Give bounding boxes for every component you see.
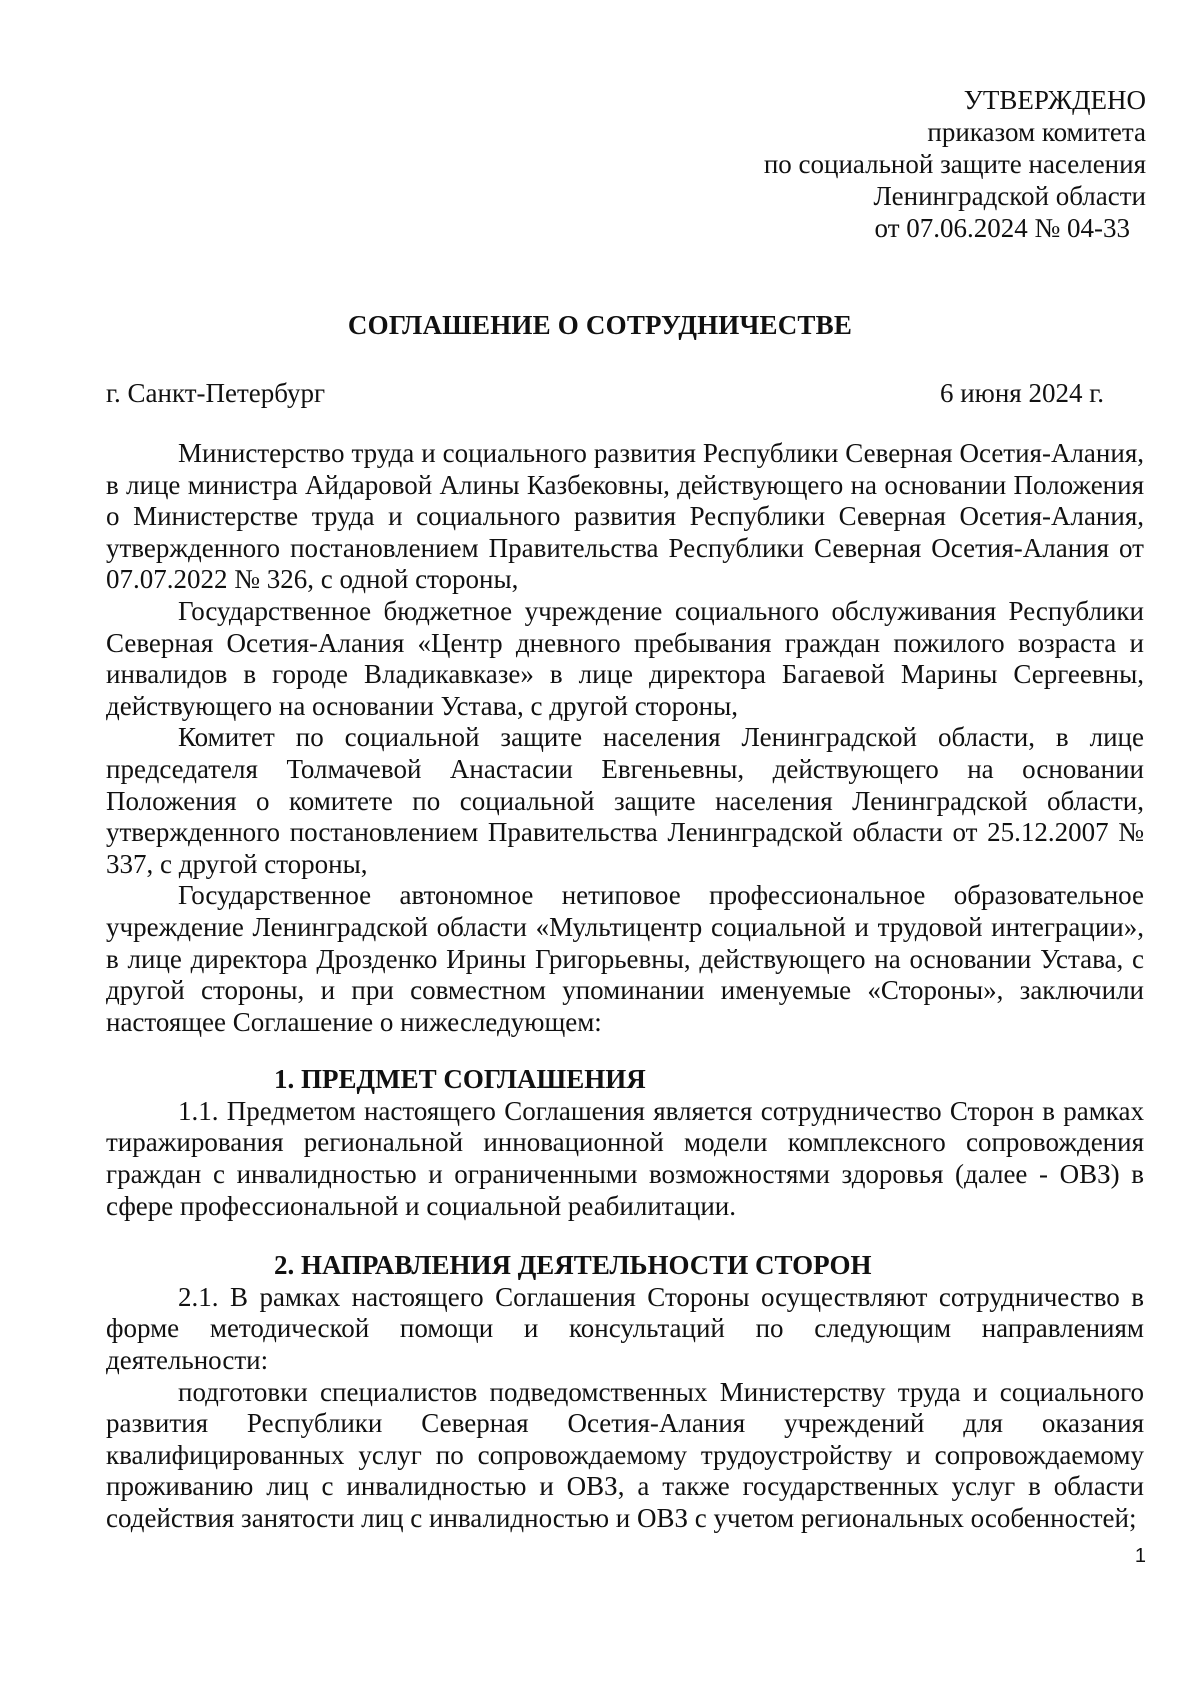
approval-committee: по социальной защите населения (763, 149, 1146, 179)
preamble-party-3: Комитет по социальной защите населения Ленинградской области, в лице председателя Толмачевой Анастасии Евгеньевны, действующего на основании Положения о комитете по социальной защите населения Ленинградской области, утвержденного постановлением Правительства Ленинградской области от 25.12.2007 № 337, с другой стороны, (106, 722, 1144, 879)
section-1-paragraph-1: 1.1. Предметом настоящего Соглашения является сотрудничество Сторон в рамках тиражирования региональной инновационной модели комплексного сопровождения граждан с инвалидностью и ограниченными возможностями здоровья (далее - ОВЗ) в сфере профессиональной и социальной реабилитации. (106, 1095, 1144, 1221)
section-1-title: 1. ПРЕДМЕТ СОГЛАШЕНИЯ (274, 1064, 646, 1095)
section-2-paragraph-2: подготовки специалистов подведомственных Министерству труда и социального развития Республики Северная Осетия-Алания учреждений для оказания квалифицированных услуг по сопровождаемому трудоустройству и сопровождаемому проживанию лиц с инвалидностью и ОВЗ, а также государственных услуг в области содействия занятости лиц с инвалидностью и ОВЗ с учетом региональных особенностей; (106, 1376, 1144, 1533)
approval-heading: УТВЕРЖДЕНО (963, 85, 1146, 115)
place-date-row (106, 378, 1116, 409)
spacer (106, 1222, 1144, 1250)
page-number: 1 (1134, 1545, 1146, 1567)
document-body (106, 438, 1144, 1535)
preamble-party-2: Государственное бюджетное учреждение социального обслуживания Республики Северная Осетия-Алания «Центр дневного пребывания граждан пожилого возраста и инвалидов в городе Владикавказе» в лице директора Багаевой Марины Сергеевны, действующего на основании Устава, с другой стороны, (106, 595, 1144, 721)
approval-region: Ленинградской области (873, 181, 1146, 211)
agreement-date: 6 июня 2024 г. (939, 378, 1104, 408)
document-title: СОГЛАШЕНИЕ О СОТРУДНИЧЕСТВЕ (347, 310, 853, 340)
approval-order: приказом комитета (927, 117, 1146, 147)
approval-date-number: от 07.06.2024 № 04-33 (874, 213, 1130, 243)
preamble-party-1: Министерство труда и социального развития Республики Северная Осетия-Алания, в лице министра Айдаровой Алины Казбековны, действующего на основании Положения о Министерстве труда и социального развития Республики Северная Осетия-Алания, утвержденного постановлением Правительства Республики Северная Осетия-Алания от 07.07.2022 № 326, с одной стороны, (106, 438, 1144, 595)
section-2-title: 2. НАПРАВЛЕНИЯ ДЕЯТЕЛЬНОСТИ СТОРОН (274, 1250, 872, 1281)
spacer (106, 1038, 1144, 1064)
preamble-party-4: Государственное автономное нетиповое профессиональное образовательное учреждение Ленинградской области «Мультицентр социальной и трудовой интеграции», в лице директора Дрозденко Ирины Григорьевны, действующего на основании Устава, с другой стороны, и при совместном упоминании именуемые «Стороны», заключили настоящее Соглашение о нижеследующем: (106, 880, 1144, 1037)
approval-stamp (764, 84, 1146, 244)
place: г. Санкт-Петербург (106, 378, 326, 408)
section-2-paragraph-1: 2.1. В рамках настоящего Соглашения Стороны осуществляют сотрудничество в форме методической помощи и консультаций по следующим направлениям деятельности: (106, 1281, 1144, 1376)
